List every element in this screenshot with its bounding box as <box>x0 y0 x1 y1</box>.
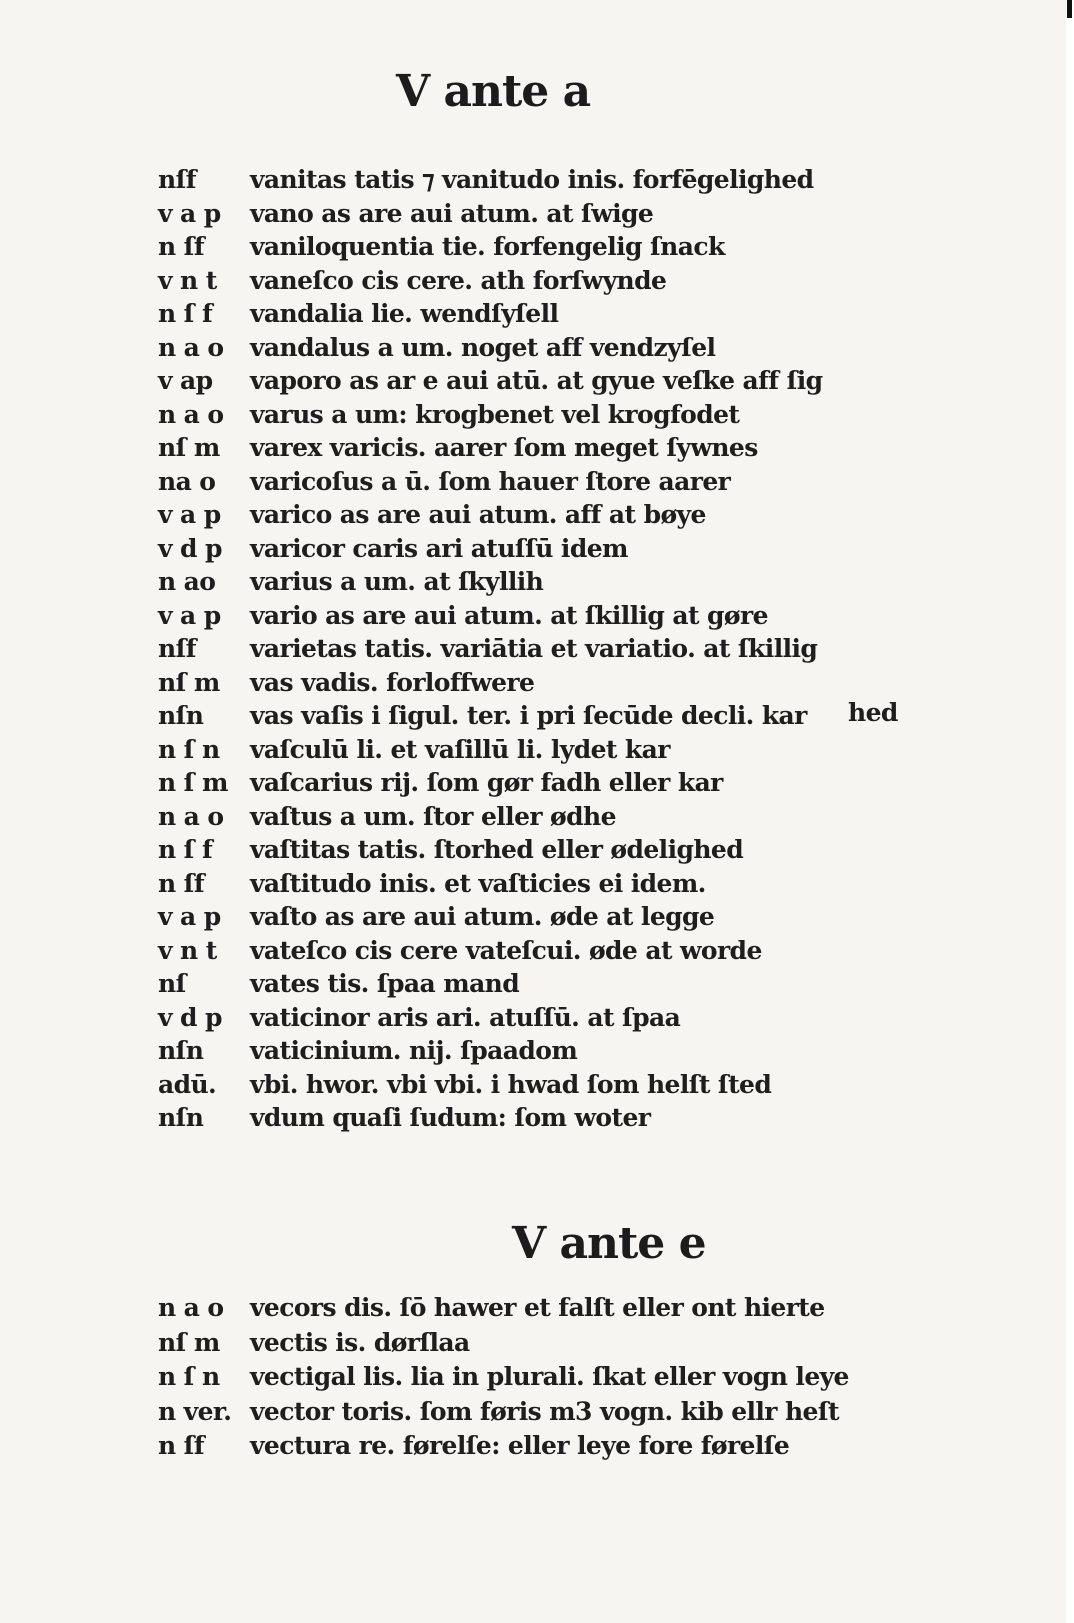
entry-text: vas vadis. forloffwere <box>250 667 535 697</box>
entry-text: vbi. hwor. vbi vbi. i hwad ſom helſt ſted <box>250 1069 772 1099</box>
grammar-code: v n t <box>158 265 217 295</box>
grammar-code: nſf <box>158 165 196 194</box>
entry-text: vecors dis. ſō hawer et falſt eller ont hierte <box>250 1293 825 1322</box>
dictionary-entry <box>158 1397 849 1432</box>
dictionary-entry <box>158 634 823 668</box>
entry-text: varus a um: krogbenet vel krogfodet <box>250 399 740 429</box>
dictionary-entry <box>158 1036 823 1070</box>
grammar-code: n ſf <box>158 1431 204 1460</box>
entry-list-v-ante-a <box>158 165 823 1137</box>
dictionary-entry <box>158 902 823 936</box>
dictionary-entry <box>158 400 823 434</box>
entry-text: vaticinor aris ari. atuſſū. at ſpaa <box>250 1002 681 1032</box>
entry-text: vaſto as are aui atum. øde at legge <box>250 902 715 931</box>
dictionary-entry <box>158 601 823 635</box>
entry-text: vandalia lie. wendſyſell <box>250 299 559 328</box>
grammar-code: nſ m <box>158 1327 220 1357</box>
dictionary-entry <box>158 1431 849 1466</box>
dictionary-entry <box>158 869 823 903</box>
entry-text: vaſtitas tatis. ſtorhed eller ødelighed <box>250 835 744 864</box>
dictionary-entry <box>158 333 823 367</box>
dictionary-entry <box>158 936 823 970</box>
entry-text: vandalus a um. noget aff vendzyſel <box>250 332 716 362</box>
dictionary-entry <box>158 199 823 233</box>
grammar-code: v a p <box>158 600 221 630</box>
entry-text: vario as are aui atum. at ſkillig at gøre <box>250 600 768 630</box>
entry-text: vdum quaſi ſudum: ſom woter <box>250 1103 651 1132</box>
grammar-code: nſn <box>158 1036 204 1065</box>
section-heading-v-ante-a: V ante a <box>396 66 591 117</box>
entry-text: vectigal lis. lia in plurali. ſkat eller vogn leye <box>250 1362 849 1391</box>
grammar-code: n ſf <box>158 868 204 898</box>
grammar-code: n ao <box>158 567 216 596</box>
grammar-code: adū. <box>158 1069 217 1099</box>
dictionary-entry <box>158 1103 823 1137</box>
grammar-code: n ſ n <box>158 734 220 764</box>
entry-text: vas vaſis i ſigul. ter. i pri ſecūde decli. kar <box>250 701 807 730</box>
grammar-code: n ſ m <box>158 768 228 797</box>
entry-text: vaneſco cis cere. ath forſwynde <box>250 265 667 295</box>
grammar-code: n ſf <box>158 232 204 261</box>
entry-list-v-ante-e <box>158 1293 849 1466</box>
dictionary-entry <box>158 534 823 568</box>
entry-text: vaſtitudo inis. et vaſticies ei idem. <box>250 868 706 898</box>
entry-text: vaſcarius rij. ſom gør fadh eller kar <box>250 768 723 797</box>
dictionary-entry <box>158 1070 823 1104</box>
grammar-code: v a p <box>158 198 221 228</box>
entry-text: vaſtus a um. ſtor eller ødhe <box>250 801 616 831</box>
dictionary-entry <box>158 1003 823 1037</box>
corner-mark <box>1067 0 1072 18</box>
dictionary-entry <box>158 467 823 501</box>
dictionary-entry <box>158 835 823 869</box>
grammar-code: n ſ n <box>158 1362 220 1391</box>
entry-text: varius a um. at ſkyllih <box>250 567 544 596</box>
dictionary-entry <box>158 668 823 702</box>
entry-text: vaporo as ar e aui atū. at gyue veſke aff ſig <box>250 366 823 395</box>
entry-text: vanitas tatis ⁊ vanitudo inis. forfēgelighed <box>250 165 814 194</box>
page-edge <box>1066 0 1074 1623</box>
grammar-code: n ver. <box>158 1396 232 1426</box>
dictionary-entry <box>158 1328 849 1363</box>
entry-text: vaticinium. nij. ſpaadom <box>250 1036 578 1065</box>
entry-text: vector toris. ſom føris m3 vogn. kib ellr heſt <box>250 1396 839 1426</box>
entry-text: vaſculū li. et vaſillū li. lydet kar <box>250 734 670 764</box>
entry-text: vano as are aui atum. at ſwige <box>250 198 654 228</box>
dictionary-entry <box>158 500 823 534</box>
entry-text: vaniloquentia tie. forfengelig ſnack <box>250 232 725 261</box>
grammar-code: v a p <box>158 500 221 529</box>
dictionary-entry <box>158 701 823 735</box>
entry-text: varicoſus a ū. ſom hauer ſtore aarer <box>250 466 731 496</box>
grammar-code: v d p <box>158 1002 222 1032</box>
entry-text: varicor caris ari atuſſū idem <box>250 533 628 563</box>
dictionary-entry <box>158 567 823 601</box>
grammar-code: v d p <box>158 533 222 563</box>
grammar-code: nſf <box>158 634 196 663</box>
entry-text: varico as are aui atum. aff at bøye <box>250 500 706 529</box>
grammar-code: v a p <box>158 902 221 931</box>
dictionary-entry <box>158 802 823 836</box>
grammar-code: n a o <box>158 399 224 429</box>
dictionary-entry <box>158 969 823 1003</box>
grammar-code: n a o <box>158 1293 224 1322</box>
entry-text: vectura re. førelſe: eller leye fore førelſe <box>250 1431 790 1460</box>
grammar-code: n a o <box>158 332 224 362</box>
grammar-code: n ſ f <box>158 835 213 864</box>
dictionary-entry <box>158 1293 849 1328</box>
grammar-code: nſ m <box>158 667 220 697</box>
dictionary-entry <box>158 1362 849 1397</box>
grammar-code: nſ m <box>158 433 220 462</box>
line-continuation: hed <box>848 698 898 727</box>
grammar-code: n a o <box>158 801 224 831</box>
dictionary-entry <box>158 165 823 199</box>
entry-text: varex varicis. aarer ſom meget ſywnes <box>250 433 758 462</box>
entry-text: vateſco cis cere vateſcui. øde at worde <box>250 935 762 965</box>
dictionary-entry <box>158 366 823 400</box>
dictionary-entry <box>158 232 823 266</box>
dictionary-entry <box>158 768 823 802</box>
grammar-code: v n t <box>158 935 217 965</box>
entry-text: varietas tatis. variātia et variatio. at ſkillig <box>250 634 818 663</box>
grammar-code: na o <box>158 466 216 496</box>
dictionary-entry <box>158 735 823 769</box>
dictionary-entry <box>158 266 823 300</box>
grammar-code: nſn <box>158 701 204 730</box>
dictionary-entry <box>158 433 823 467</box>
grammar-code: n ſ f <box>158 299 213 328</box>
section-heading-v-ante-e: V ante e <box>512 1218 706 1269</box>
entry-text: vates tis. ſpaa mand <box>250 969 520 998</box>
grammar-code: nſ <box>158 969 186 998</box>
grammar-code: v ap <box>158 366 213 395</box>
entry-text: vectis is. dørſlaa <box>250 1327 470 1357</box>
grammar-code: nſn <box>158 1103 204 1132</box>
dictionary-entry <box>158 299 823 333</box>
